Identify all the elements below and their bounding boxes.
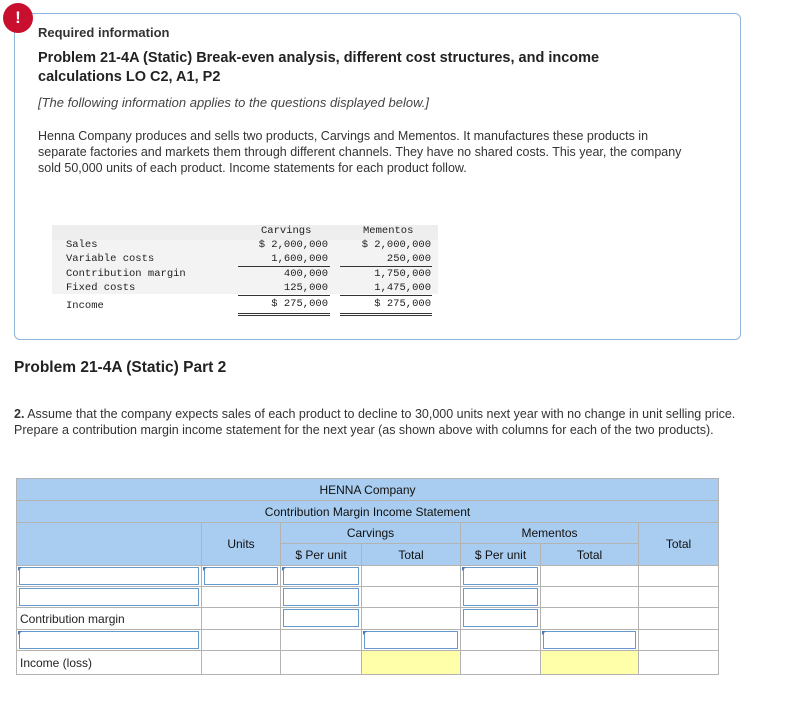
- carvings-total-input[interactable]: [362, 630, 461, 651]
- units-cell: [202, 587, 281, 608]
- dropdown-indicator-icon: [282, 567, 286, 571]
- question-text: [14, 406, 782, 438]
- dropdown-indicator-icon: [462, 567, 466, 571]
- mementos-total-input[interactable]: [541, 630, 639, 651]
- question-body: Assume that the company expects sales of each product to decline to 30,000 units next year with no change in unit selling price. Prepare a contribution margin income statement for the next year (as shown above with columns for each of the two products).: [14, 407, 736, 437]
- total-cell: [639, 630, 719, 651]
- carvings-per-unit-input[interactable]: [281, 608, 362, 630]
- double-underline: [340, 315, 432, 316]
- mementos-total-cell: [541, 608, 639, 630]
- units-input[interactable]: [202, 566, 281, 587]
- carvings-sales: $ 2,000,000: [258, 239, 328, 251]
- sales-label: Sales: [66, 239, 98, 251]
- mementos-income-total-cell[interactable]: [541, 651, 639, 675]
- mementos-per-unit-input[interactable]: [461, 587, 541, 608]
- table-row: [17, 608, 719, 630]
- units-cell: [202, 651, 281, 675]
- problem-title: Problem 21-4A (Static) Break-even analysis, different cost structures, and income calculations LO C2, A1, P2: [38, 50, 600, 85]
- mementos-sales: $ 2,000,000: [361, 239, 431, 251]
- alert-icon: !: [3, 3, 33, 33]
- carvings-total-cell: [362, 587, 461, 608]
- carvings-total-cell: [362, 608, 461, 630]
- carvings-income: $ 275,000: [271, 298, 328, 310]
- table-row: [17, 587, 719, 608]
- income-label: Income: [66, 300, 104, 312]
- row-label-select[interactable]: [17, 630, 202, 651]
- mementos-variable-costs: 250,000: [386, 253, 431, 265]
- double-underline: [238, 313, 330, 314]
- contribution-margin-label: Contribution margin: [66, 268, 186, 280]
- variable-costs-label: Variable costs: [66, 253, 155, 265]
- units-cell: [202, 630, 281, 651]
- double-underline: [238, 315, 330, 316]
- income-loss-row-label: Income (loss): [17, 651, 202, 675]
- mementos-per-unit-header: $ Per unit: [461, 544, 541, 566]
- carvings-column-header: Carvings: [261, 225, 312, 237]
- income-statement: [52, 225, 438, 319]
- dropdown-indicator-icon: [203, 567, 207, 571]
- carvings-fixed-costs: 125,000: [283, 282, 328, 294]
- fixed-costs-label: Fixed costs: [66, 282, 136, 294]
- units-cell: [202, 608, 281, 630]
- total-header: Total: [639, 523, 719, 566]
- mementos-per-unit-cell: [461, 651, 541, 675]
- total-cell: [639, 608, 719, 630]
- carvings-total-header: Total: [362, 544, 461, 566]
- contribution-margin-row-label: Contribution margin: [17, 608, 202, 630]
- mementos-income: $ 275,000: [374, 298, 431, 310]
- mementos-total-header: Total: [541, 544, 639, 566]
- mementos-fixed-costs: 1,475,000: [374, 282, 431, 294]
- required-information-label: Required information: [38, 25, 170, 40]
- carvings-header: Carvings: [281, 523, 461, 544]
- statement-title-header: Contribution Margin Income Statement: [17, 501, 719, 523]
- underline: [340, 295, 432, 296]
- mementos-total-cell: [541, 587, 639, 608]
- problem-description: Henna Company produces and sells two products, Carvings and Mementos. It manufactures these products in separate factories and markets them through different channels. They have no shared costs. This year, the company sold 50,000 units of each product. Income statements for each product follow.: [38, 129, 682, 175]
- mementos-per-unit-input[interactable]: [461, 608, 541, 630]
- double-underline: [340, 313, 432, 314]
- mementos-column-header: Mementos: [363, 225, 414, 237]
- label-column-header: [17, 523, 202, 566]
- carvings-per-unit-cell: [281, 630, 362, 651]
- carvings-per-unit-cell: [281, 651, 362, 675]
- worksheet-table: [16, 478, 719, 675]
- applies-note: [The following information applies to the questions displayed below.]: [38, 95, 429, 110]
- underline: [238, 266, 330, 267]
- units-header: Units: [202, 523, 281, 566]
- mementos-per-unit-input[interactable]: [461, 566, 541, 587]
- row-label-select[interactable]: [17, 587, 202, 608]
- mementos-total-cell: [541, 566, 639, 587]
- underline: [340, 266, 432, 267]
- row-label-select[interactable]: [17, 566, 202, 587]
- total-income-cell: [639, 651, 719, 675]
- table-row: [17, 651, 719, 675]
- dropdown-indicator-icon: [18, 631, 22, 635]
- dropdown-indicator-icon: [363, 631, 367, 635]
- carvings-variable-costs: 1,600,000: [271, 253, 328, 265]
- carvings-total-cell: [362, 566, 461, 587]
- company-name-header: HENNA Company: [17, 479, 719, 501]
- carvings-per-unit-header: $ Per unit: [281, 544, 362, 566]
- carvings-contribution-margin: 400,000: [283, 268, 328, 280]
- table-row: [17, 630, 719, 651]
- carvings-per-unit-input[interactable]: [281, 566, 362, 587]
- mementos-header: Mementos: [461, 523, 639, 544]
- dropdown-indicator-icon: [542, 631, 546, 635]
- mementos-contribution-margin: 1,750,000: [374, 268, 431, 280]
- total-cell: [639, 587, 719, 608]
- mementos-per-unit-cell: [461, 630, 541, 651]
- table-row: [17, 566, 719, 587]
- dropdown-indicator-icon: [18, 567, 22, 571]
- total-cell: [639, 566, 719, 587]
- underline: [238, 295, 330, 296]
- carvings-per-unit-input[interactable]: [281, 587, 362, 608]
- carvings-income-total-cell[interactable]: [362, 651, 461, 675]
- question-number: 2.: [14, 407, 25, 421]
- part-title: Problem 21-4A (Static) Part 2: [14, 359, 227, 376]
